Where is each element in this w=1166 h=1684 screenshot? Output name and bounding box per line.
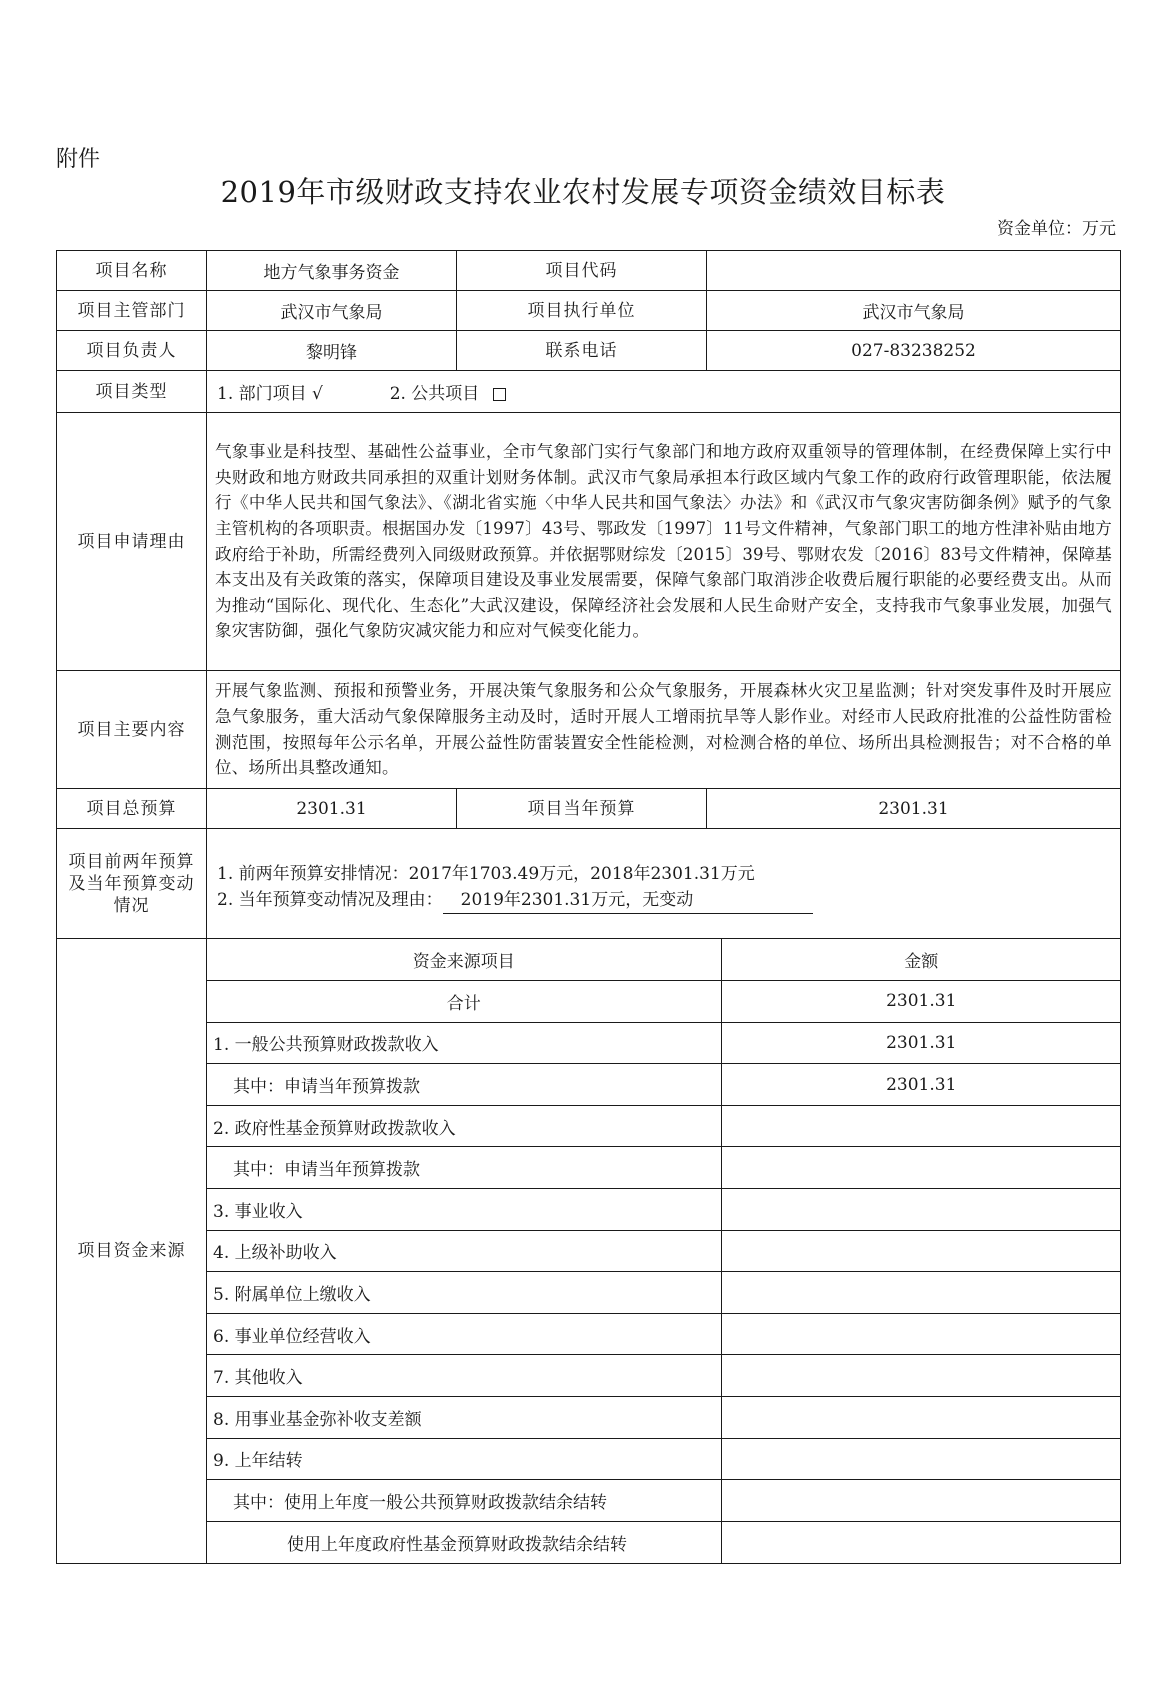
source-amount [721, 1480, 1121, 1522]
source-amount [721, 1521, 1121, 1563]
total-budget-value: 2301.31 [207, 789, 457, 829]
exec-unit-label: 项目执行单位 [457, 291, 707, 331]
source-name: 1. 一般公共预算财政拨款收入 [207, 1022, 721, 1064]
row-budget-change [57, 829, 1121, 939]
reason-label: 项目申请理由 [57, 413, 207, 671]
budget-change-content [207, 829, 1121, 939]
funding-label: 项目资金来源 [57, 939, 207, 1564]
source-amount: 2301.31 [721, 1022, 1121, 1064]
funding-cell [207, 939, 1121, 1564]
performance-target-table [56, 250, 1121, 1564]
source-name: 其中：使用上年度一般公共预算财政拨款结余结转 [207, 1480, 721, 1522]
source-name: 使用上年度政府性基金预算财政拨款结余结转 [207, 1521, 721, 1563]
year-budget-label: 项目当年预算 [457, 789, 707, 829]
phone-label: 联系电话 [457, 331, 707, 371]
source-name: 其中：申请当年预算拨款 [207, 1147, 721, 1189]
project-code-value [707, 251, 1121, 291]
source-name: 5. 附属单位上缴收入 [207, 1272, 721, 1314]
budget-change-prefix: 2. 当年预算变动情况及理由： [217, 890, 443, 910]
project-name-value: 地方气象事务资金 [207, 251, 457, 291]
col-amount-header: 金额 [721, 939, 1121, 981]
source-amount [721, 1189, 1121, 1231]
project-code-label: 项目代码 [457, 251, 707, 291]
source-amount: 2301.31 [721, 981, 1121, 1023]
leader-value: 黎明锋 [207, 331, 457, 371]
source-amount [721, 1397, 1121, 1439]
funding-header-row [207, 939, 1121, 981]
reason-text: 气象事业是科技型、基础性公益事业，全市气象部门实行气象部门和地方政府双重领导的管理体制，在经费保障上实行中央财政和地方财政共同承担的双重计划财务体制。武汉市气象局承担本行政区域内气象工作的政府行政管理职能，依法履行《中华人民共和国气象法》、《湖北省实施〈中华人民共和国气象法〉办法》和《武汉市气象灾害防御条例》赋予的气象主管机构的各项职责。根据国办发〔1997〕43号、鄂政发〔1997〕11号文件精神，气象部门职工的地方性津补贴由地方政府给于补助，所需经费列入同级财政预算。并依据鄂财综发〔2015〕39号、鄂财农发〔2016〕83号文件精神，保障基本支出及有关政策的落实，保障项目建设及事业发展需要，保障气象部门取消涉企收费后履行职能的必要经费支出。从而为推动“国际化、现代化、生态化”大武汉建设，保障经济社会发展和人民生命财产安全，支持我市气象事业发展，加强气象灾害防御，强化气象防灾减灾能力和应对气候变化能力。 [207, 413, 1121, 671]
budget-change-line1: 1. 前两年预算安排情况：2017年1703.49万元，2018年2301.31万元 [217, 864, 755, 884]
phone-value: 027-83238252 [707, 331, 1121, 371]
source-amount [721, 1105, 1121, 1147]
dept-value: 武汉市气象局 [207, 291, 457, 331]
year-budget-value: 2301.31 [707, 789, 1121, 829]
annex-label: 附件 [56, 147, 101, 172]
table-row [207, 1480, 1121, 1522]
leader-label: 项目负责人 [57, 331, 207, 371]
budget-change-label: 项目前两年预算及当年预算变动情况 [57, 829, 207, 939]
table-row [207, 1355, 1121, 1397]
table-row [207, 1147, 1121, 1189]
table-row [207, 1189, 1121, 1231]
row-project-name [57, 251, 1121, 291]
source-name: 其中：申请当年预算拨款 [207, 1064, 721, 1106]
table-row [207, 1022, 1121, 1064]
currency-unit: 资金单位：万元 [997, 219, 1116, 239]
source-amount [721, 1438, 1121, 1480]
source-name: 7. 其他收入 [207, 1355, 721, 1397]
row-budget [57, 789, 1121, 829]
row-funding-sources [57, 939, 1121, 1564]
source-name: 6. 事业单位经营收入 [207, 1313, 721, 1355]
dept-label: 项目主管部门 [57, 291, 207, 331]
table-row [207, 1397, 1121, 1439]
project-type-label: 项目类型 [57, 371, 207, 413]
content-text: 开展气象监测、预报和预警业务，开展决策气象服务和公众气象服务，开展森林火灾卫星监测；针对突发事件及时开展应急气象服务，重大活动气象保障服务主动及时，适时开展人工增雨抗旱等人影作业。对经市人民政府批准的公益性防雷检测范围，按照每年公示名单，开展公益性防雷装置安全性能检测，对检测合格的单位、场所出具检测报告；对不合格的单位、场所出具整改通知。 [207, 671, 1121, 789]
table-row [207, 1064, 1121, 1106]
source-name: 2. 政府性基金预算财政拨款收入 [207, 1105, 721, 1147]
table-row [207, 1105, 1121, 1147]
table-row [207, 1230, 1121, 1272]
source-amount [721, 1230, 1121, 1272]
table-row [207, 1521, 1121, 1563]
row-application-reason [57, 413, 1121, 671]
checkbox-icon [493, 388, 506, 401]
source-amount [721, 1313, 1121, 1355]
source-name: 合计 [207, 981, 721, 1023]
source-amount [721, 1147, 1121, 1189]
type-option-public: 2. 公共项目 [389, 384, 480, 404]
source-name: 8. 用事业基金弥补收支差额 [207, 1397, 721, 1439]
source-amount [721, 1355, 1121, 1397]
source-amount: 2301.31 [721, 1064, 1121, 1106]
funding-table [207, 939, 1121, 1563]
table-row [207, 1272, 1121, 1314]
table-row [207, 1313, 1121, 1355]
row-department [57, 291, 1121, 331]
source-name: 3. 事业收入 [207, 1189, 721, 1231]
row-leader [57, 331, 1121, 371]
budget-change-value: 2019年2301.31万元，无变动 [443, 887, 813, 914]
type-option-department: 1. 部门项目 √ [217, 384, 323, 404]
total-budget-label: 项目总预算 [57, 789, 207, 829]
table-row [207, 1438, 1121, 1480]
source-amount [721, 1272, 1121, 1314]
col-source-header: 资金来源项目 [207, 939, 721, 981]
table-row [207, 981, 1121, 1023]
project-name-label: 项目名称 [57, 251, 207, 291]
page-title: 2019年市级财政支持农业农村发展专项资金绩效目标表 [220, 175, 946, 209]
row-project-type [57, 371, 1121, 413]
source-name: 9. 上年结转 [207, 1438, 721, 1480]
row-main-content [57, 671, 1121, 789]
project-type-options [207, 371, 1121, 413]
budget-change-line2 [217, 887, 1120, 914]
source-name: 4. 上级补助收入 [207, 1230, 721, 1272]
content-label: 项目主要内容 [57, 671, 207, 789]
exec-unit-value: 武汉市气象局 [707, 291, 1121, 331]
